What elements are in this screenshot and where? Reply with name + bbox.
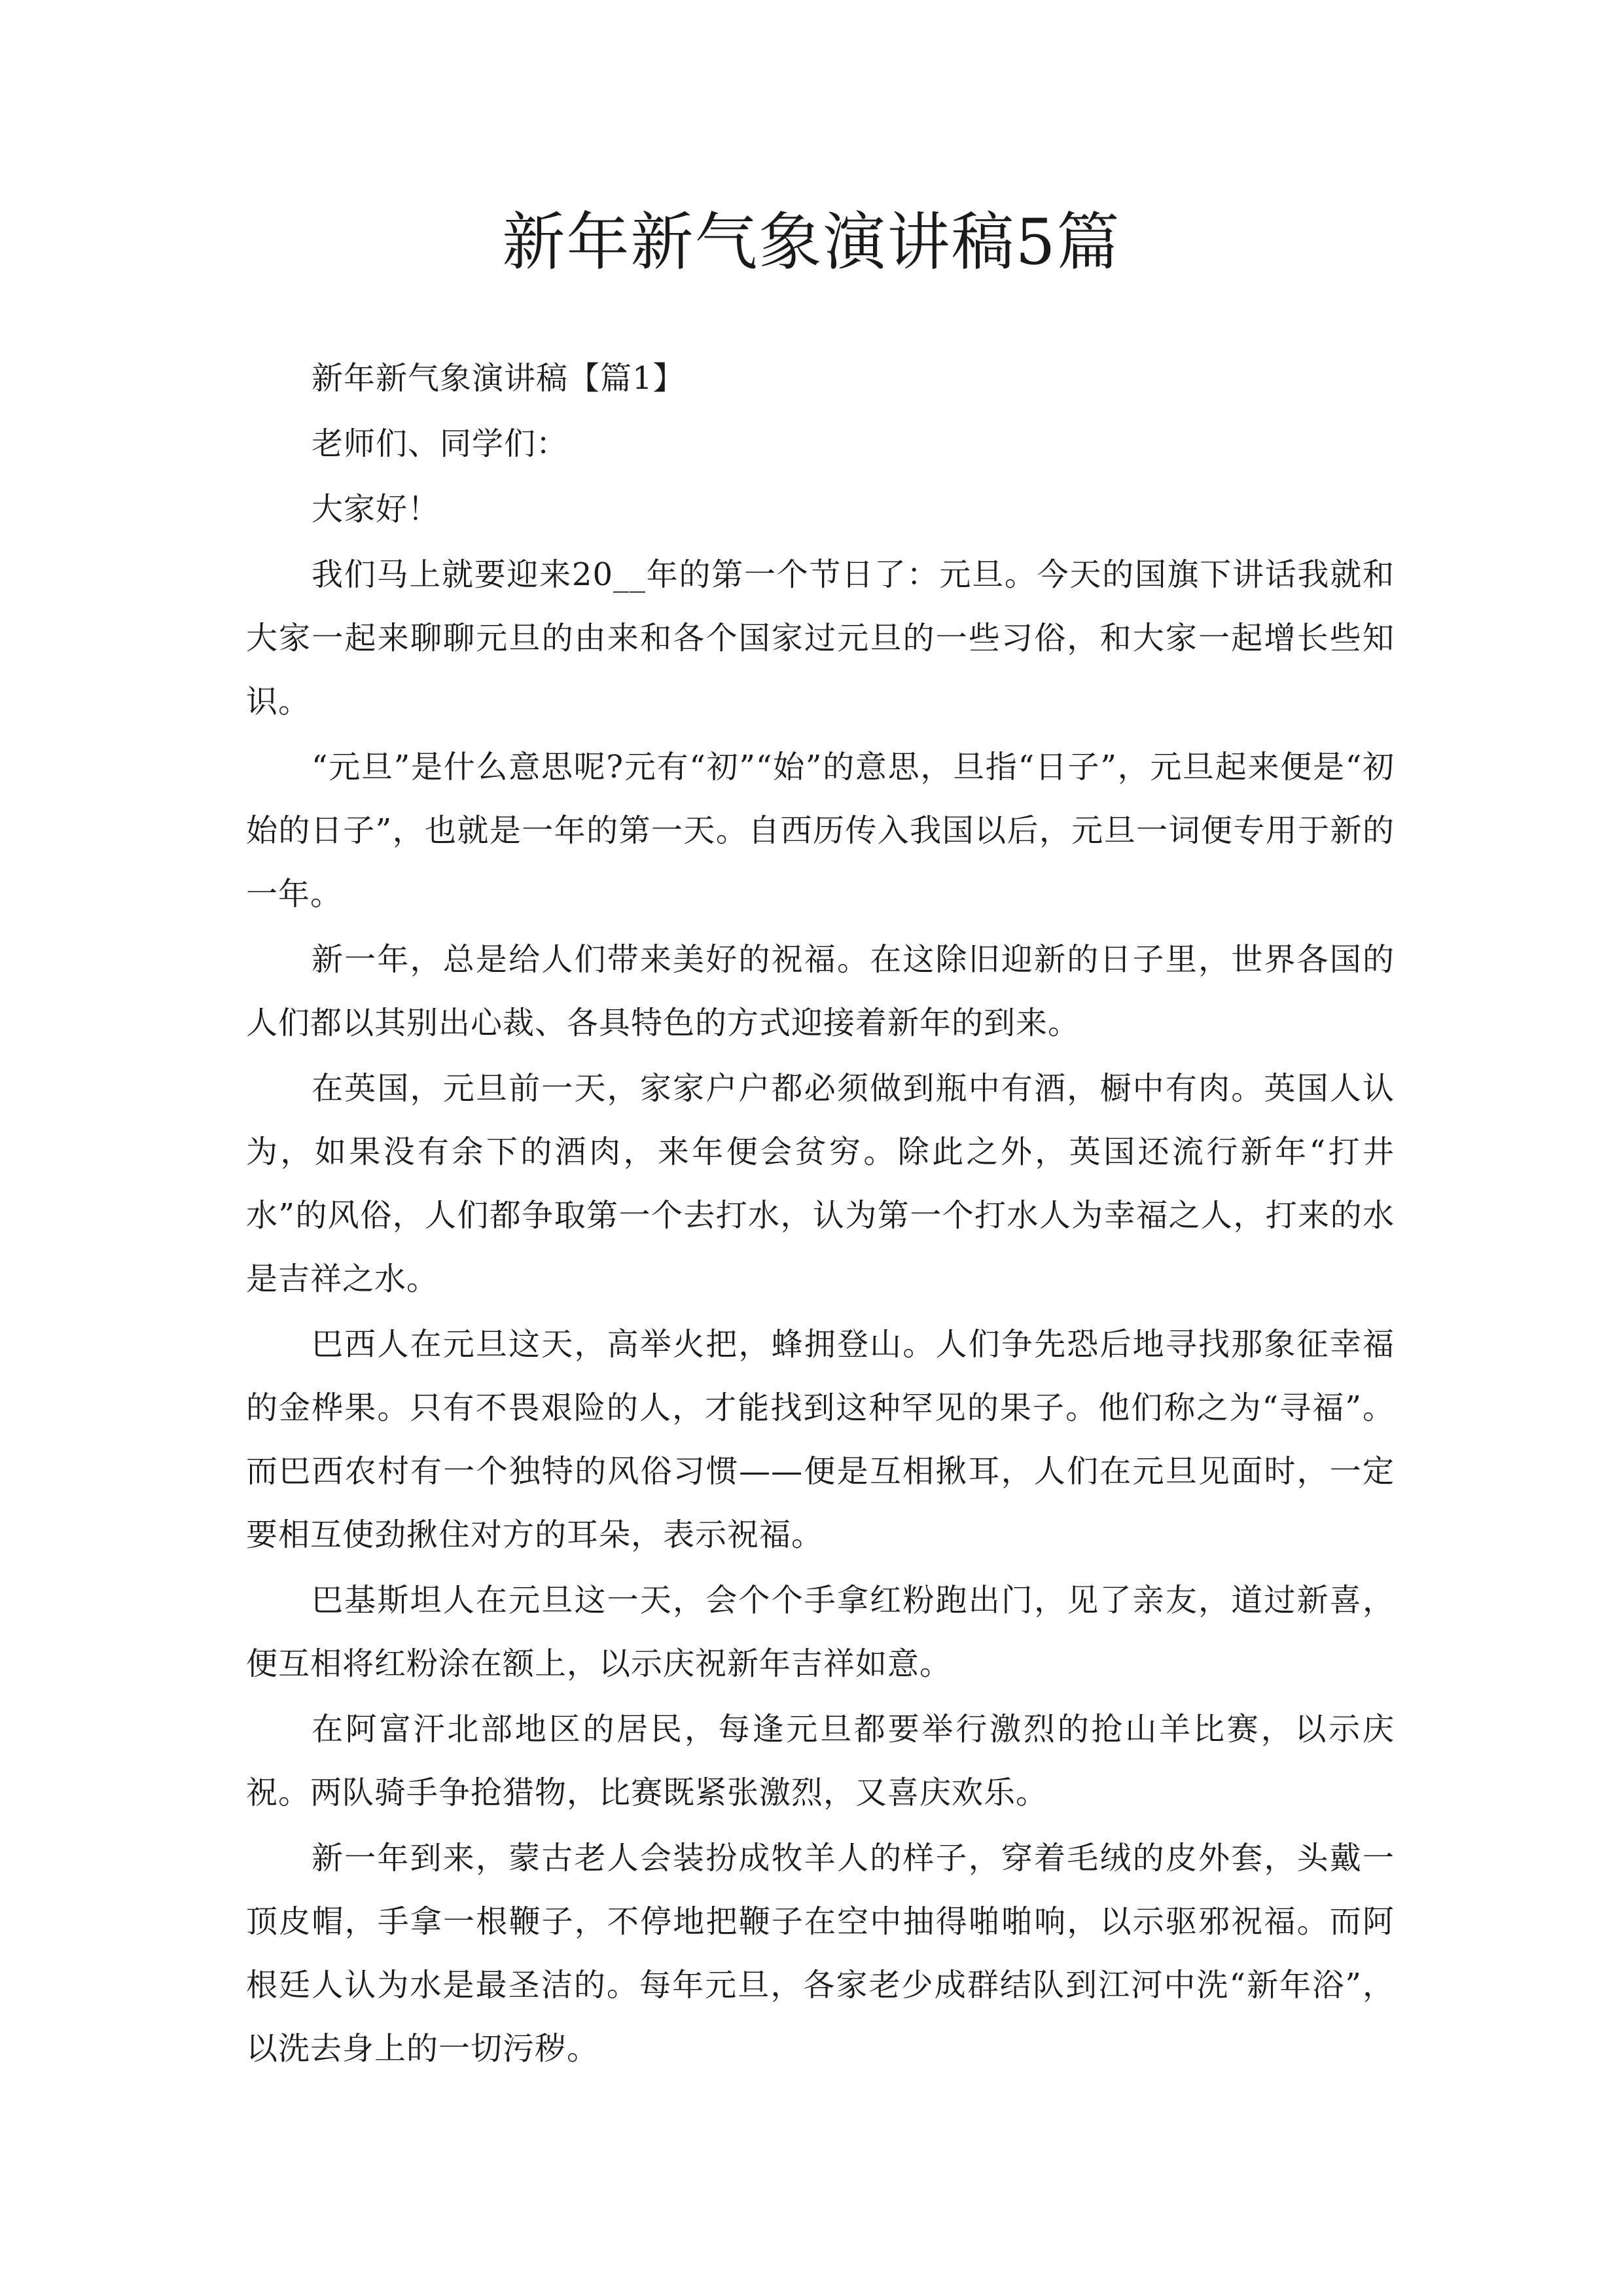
paragraph: 我们马上就要迎来20__年的第一个节日了：元旦。今天的国旗下讲话我就和大家一起来聊聊元旦的由来和各个国家过元旦的一些习俗，和大家一起增长些知识。	[246, 556, 1395, 720]
section-heading: 新年新气象演讲稿【篇1】	[312, 360, 685, 397]
salutation: 老师们、同学们：	[312, 425, 569, 462]
paragraph: “元旦”是什么意思呢?元有“初”“始”的意思，旦指“日子”，元旦起来便是“初始的日子”，也就是一年的第一天。自西历传入我国以后，元旦一词便专用于新的一年。	[246, 749, 1395, 912]
paragraph: 新一年，总是给人们带来美好的祝福。在这除旧迎新的日子里，世界各国的人们都以其别出心裁、各具特色的方式迎接着新年的到来。	[246, 941, 1395, 1041]
document-title: 新年新气象演讲稿5篇	[502, 206, 1121, 279]
document-body	[246, 347, 1395, 2083]
paragraph: 在英国，元旦前一天，家家户户都必须做到瓶中有酒，橱中有肉。英国人认为，如果没有余下的酒肉，来年便会贫穷。除此之外，英国还流行新年“打井水”的风俗，人们都争取第一个去打水，认为第一个打水人为幸福之人，打来的水是吉祥之水。	[246, 1070, 1395, 1297]
paragraph: 新一年到来，蒙古老人会装扮成牧羊人的样子，穿着毛绒的皮外套，头戴一顶皮帽，手拿一根鞭子，不停地把鞭子在空中抽得啪啪响，以示驱邪祝福。而阿根廷人认为水是最圣洁的。每年元旦，各家老少成群结队到江河中洗“新年浴”，以洗去身上的一切污秽。	[246, 1840, 1395, 2067]
paragraph: 在阿富汗北部地区的居民，每逢元旦都要举行激烈的抢山羊比赛，以示庆祝。两队骑手争抢猎物，比赛既紧张激烈，又喜庆欢乐。	[246, 1711, 1395, 1811]
paragraph: 巴基斯坦人在元旦这一天，会个个手拿红粉跑出门，见了亲友，道过新喜，便互相将红粉涂在额上，以示庆祝新年吉祥如意。	[246, 1582, 1395, 1682]
paragraph: 巴西人在元旦这天，高举火把，蜂拥登山。人们争先恐后地寻找那象征幸福的金桦果。只有不畏艰险的人，才能找到这种罕见的果子。他们称之为“寻福”。而巴西农村有一个独特的风俗习惯——便是互相揪耳，人们在元旦见面时，一定要相互使劲揪住对方的耳朵，表示祝福。	[246, 1326, 1395, 1553]
greeting: 大家好！	[312, 491, 440, 528]
